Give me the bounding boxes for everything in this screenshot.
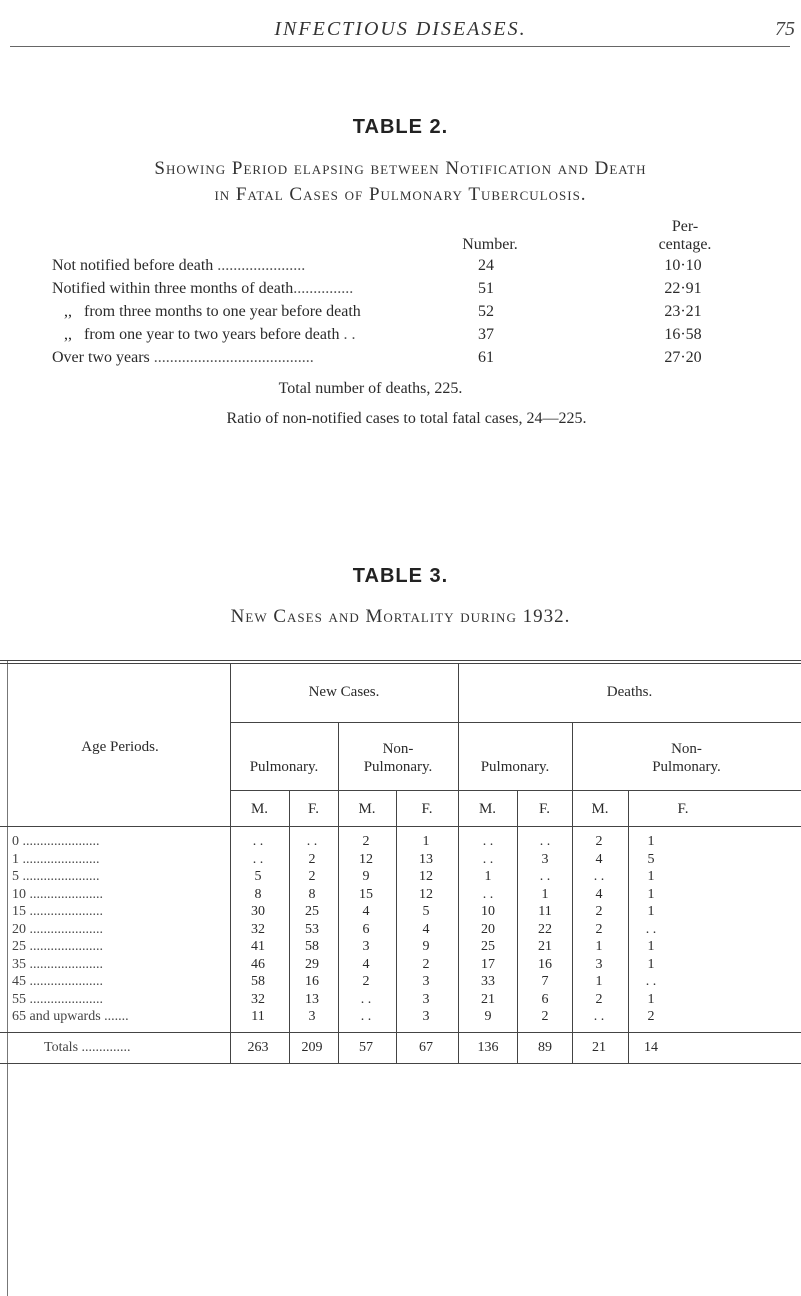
row-label: ,, from one year to two years before death xyxy=(52,326,340,343)
table-cell: 2 xyxy=(362,974,370,989)
table2-caption-line1: Showing Period elapsing between Notification and Death xyxy=(154,158,647,179)
header-non-pulmonary: Pulmonary. xyxy=(363,759,433,775)
table-cell: . . xyxy=(360,1009,372,1024)
table-cell: 4 xyxy=(362,904,370,919)
header-new-cases: New Cases. xyxy=(308,684,380,700)
table2-title: TABLE 2. xyxy=(352,116,449,138)
table-cell: . . xyxy=(539,869,551,884)
table-cell: 2 xyxy=(595,921,603,937)
table-cell: 2 xyxy=(595,834,603,849)
row-number: 52 xyxy=(478,303,494,320)
table-cell: 21 xyxy=(538,939,552,954)
row-percentage: 23·21 xyxy=(664,303,702,320)
table-cell: 17 xyxy=(481,956,495,972)
row-percentage: 10·10 xyxy=(664,257,702,274)
row-number: 37 xyxy=(478,326,494,343)
table-cell: 2 xyxy=(541,1009,549,1024)
table-row xyxy=(0,992,801,1009)
table-cell: 58 xyxy=(305,939,319,954)
page-number: 75 xyxy=(775,18,795,40)
table-cell: 6 xyxy=(541,991,549,1007)
table-cell: 14 xyxy=(644,1040,658,1055)
table-cell: 1 xyxy=(647,956,655,972)
header-f: F. xyxy=(308,801,319,817)
table-cell: 58 xyxy=(251,974,265,989)
table-cell: . . xyxy=(645,921,657,937)
table-cell: 6 xyxy=(362,921,370,937)
table-cell: 13 xyxy=(305,991,319,1007)
table-cell: . . xyxy=(645,974,657,989)
header-m: M. xyxy=(358,801,376,817)
table-cell: . . xyxy=(593,869,605,884)
table-row xyxy=(0,939,801,956)
table-cell: 4 xyxy=(362,956,370,972)
table-cell: 12 xyxy=(419,886,433,902)
table-cell: 25 xyxy=(305,904,319,919)
header-deaths: Deaths. xyxy=(606,684,653,700)
table-cell: 2 xyxy=(647,1009,655,1024)
table-cell: 2 xyxy=(595,904,603,919)
row-label: Notified within three months of death xyxy=(52,280,294,297)
age-period: 65 and upwards ....... xyxy=(12,1009,129,1024)
table-cell: 33 xyxy=(481,974,495,989)
table-row xyxy=(0,887,801,904)
table-row xyxy=(0,1009,801,1026)
header-pulmonary: Pulmonary. xyxy=(480,759,550,775)
table3-title: TABLE 3. xyxy=(352,565,449,587)
header-non-pulmonary: Pulmonary. xyxy=(652,759,721,775)
table-cell: 1 xyxy=(422,834,430,849)
table-cell: . . xyxy=(593,1009,605,1024)
table-cell: 11 xyxy=(251,1009,265,1024)
table-cell: 8 xyxy=(254,886,262,902)
header-f: F. xyxy=(539,801,550,817)
table-cell: 2 xyxy=(362,834,370,849)
header-m: M. xyxy=(478,801,497,817)
table-cell: 3 xyxy=(422,974,430,989)
row-label: ,, from three months to one year before death xyxy=(52,303,361,320)
header-m: M. xyxy=(591,801,609,817)
table-cell: 10 xyxy=(481,904,495,919)
table-cell: 5 xyxy=(422,904,430,919)
table-cell: 1 xyxy=(647,869,655,884)
table-cell: . . xyxy=(360,991,372,1007)
table-cell: 1 xyxy=(647,939,655,954)
table-cell: 13 xyxy=(419,851,433,867)
table-top-rule xyxy=(0,660,801,661)
leader-dots: ........................................ xyxy=(149,349,314,366)
table-cell: 12 xyxy=(419,869,433,884)
age-period: 0 ...................... xyxy=(12,834,100,849)
table-cell: 1 xyxy=(647,834,655,849)
age-period: 15 ..................... xyxy=(12,904,103,919)
table-cell: 3 xyxy=(362,939,370,954)
table2-total: Total number of deaths, 225. xyxy=(278,380,463,397)
table-cell: 9 xyxy=(422,939,430,954)
table-cell: 30 xyxy=(251,904,265,919)
table2-col-percentage-1: Per- xyxy=(671,218,699,235)
header-non: Non- xyxy=(671,741,702,757)
table-row xyxy=(0,852,801,869)
header-age-periods: Age Periods. xyxy=(81,739,159,755)
row-number: 24 xyxy=(478,257,494,274)
table-cell: . . xyxy=(306,834,318,849)
table-cell: 29 xyxy=(305,956,319,972)
table-cell: 4 xyxy=(595,886,603,902)
table-row xyxy=(0,957,801,974)
table3-caption: New Cases and Mortality during 1932. xyxy=(230,606,571,627)
leader-dots: ............... xyxy=(293,280,354,297)
table2-col-percentage-2: centage. xyxy=(658,236,712,253)
totals-label: Totals .............. xyxy=(44,1040,131,1055)
table-cell: 22 xyxy=(538,921,552,937)
running-title: INFECTIOUS DISEASES. xyxy=(274,18,527,40)
totals-row xyxy=(0,1040,801,1057)
table-top-rule-inner xyxy=(0,663,801,664)
table-cell: 136 xyxy=(477,1040,499,1055)
table-cell: 1 xyxy=(595,939,603,954)
header-non: Non- xyxy=(382,741,414,757)
row-percentage: 16·58 xyxy=(664,326,702,343)
table-cell: 1 xyxy=(484,869,492,884)
header-m: M. xyxy=(250,801,269,817)
table-cell: 3 xyxy=(595,956,603,972)
table-cell: 5 xyxy=(254,869,262,884)
table-cell: 16 xyxy=(538,956,552,972)
table-cell: 263 xyxy=(247,1040,269,1055)
table-cell: 46 xyxy=(251,956,265,972)
table-cell: 209 xyxy=(301,1040,323,1055)
row-number: 61 xyxy=(478,349,494,366)
row-label: Not notified before death xyxy=(52,257,214,274)
table-cell: 1 xyxy=(647,886,655,902)
table-cell: 21 xyxy=(481,991,495,1007)
row-percentage: 27·20 xyxy=(664,349,702,366)
table-cell: 3 xyxy=(541,851,549,867)
table-cell: . . xyxy=(482,886,494,902)
table-cell: 53 xyxy=(305,921,319,937)
table-cell: 32 xyxy=(251,921,265,937)
table-cell: 3 xyxy=(422,1009,430,1024)
table-row xyxy=(0,974,801,991)
table-cell: 7 xyxy=(541,974,549,989)
table-row xyxy=(0,904,801,921)
table-cell: 1 xyxy=(595,974,603,989)
table-bottom-rule xyxy=(0,1063,801,1064)
age-period: 1 ...................... xyxy=(12,851,100,867)
leader-dots: ...................... xyxy=(213,257,306,274)
age-period: 45 ..................... xyxy=(12,974,103,989)
leader-dots: . . xyxy=(339,326,356,343)
table-cell: 8 xyxy=(308,886,316,902)
row-percentage: 22·91 xyxy=(664,280,702,297)
header-pulmonary: Pulmonary. xyxy=(249,759,319,775)
table-cell: 3 xyxy=(422,991,430,1007)
table-cell: 1 xyxy=(647,991,655,1007)
header-f: F. xyxy=(677,801,689,817)
table-cell: . . xyxy=(539,834,551,849)
table-cell: 21 xyxy=(592,1040,606,1055)
table-row xyxy=(0,869,801,886)
table-cell: . . xyxy=(252,834,264,849)
rule-under-header xyxy=(0,826,801,827)
table-cell: 4 xyxy=(422,921,430,937)
table-row xyxy=(0,834,801,851)
table2-ratio: Ratio of non-notified cases to total fatal cases, 24—225. xyxy=(226,410,587,427)
row-label: Over two years xyxy=(52,349,150,366)
table-cell: 67 xyxy=(419,1040,433,1055)
rule-under-subgroups xyxy=(230,790,801,791)
table-cell: 16 xyxy=(305,974,319,989)
age-period: 5 ...................... xyxy=(12,869,100,884)
table-cell: 41 xyxy=(251,939,265,954)
table-row xyxy=(0,922,801,939)
age-period: 35 ..................... xyxy=(12,956,103,972)
table-cell: 9 xyxy=(484,1009,492,1024)
table-cell: 11 xyxy=(538,904,552,919)
table-cell: 12 xyxy=(359,851,373,867)
table-cell: 9 xyxy=(362,869,370,884)
table-cell: 2 xyxy=(422,956,430,972)
table-cell: 2 xyxy=(595,991,603,1007)
table-cell: 15 xyxy=(359,886,373,902)
table-cell: 89 xyxy=(538,1040,552,1055)
table-cell: 2 xyxy=(308,869,316,884)
table-cell: 1 xyxy=(647,904,655,919)
table-cell: 5 xyxy=(647,851,655,867)
age-period: 25 ..................... xyxy=(12,939,103,954)
age-period: 55 ..................... xyxy=(12,991,103,1007)
table-cell: . . xyxy=(482,851,494,867)
table-cell: 25 xyxy=(481,939,495,954)
table-cell: 57 xyxy=(359,1040,373,1055)
table2-caption-line2: in Fatal Cases of Pulmonary Tuberculosis. xyxy=(214,184,587,205)
row-number: 51 xyxy=(478,280,494,297)
table-cell: 1 xyxy=(541,886,549,902)
age-period: 10 ..................... xyxy=(12,886,103,902)
table-cell: 4 xyxy=(595,851,603,867)
header-f: F. xyxy=(421,801,433,817)
table-cell: 20 xyxy=(481,921,495,937)
table-cell: 32 xyxy=(251,991,265,1007)
rule-above-totals xyxy=(0,1032,801,1033)
table2-col-number: Number. xyxy=(462,236,518,253)
table-cell: . . xyxy=(482,834,494,849)
table-cell: 3 xyxy=(308,1009,316,1024)
age-period: 20 ..................... xyxy=(12,921,103,937)
table-cell: . . xyxy=(252,851,264,867)
rule-under-groups xyxy=(230,722,801,723)
table-cell: 2 xyxy=(308,851,316,867)
